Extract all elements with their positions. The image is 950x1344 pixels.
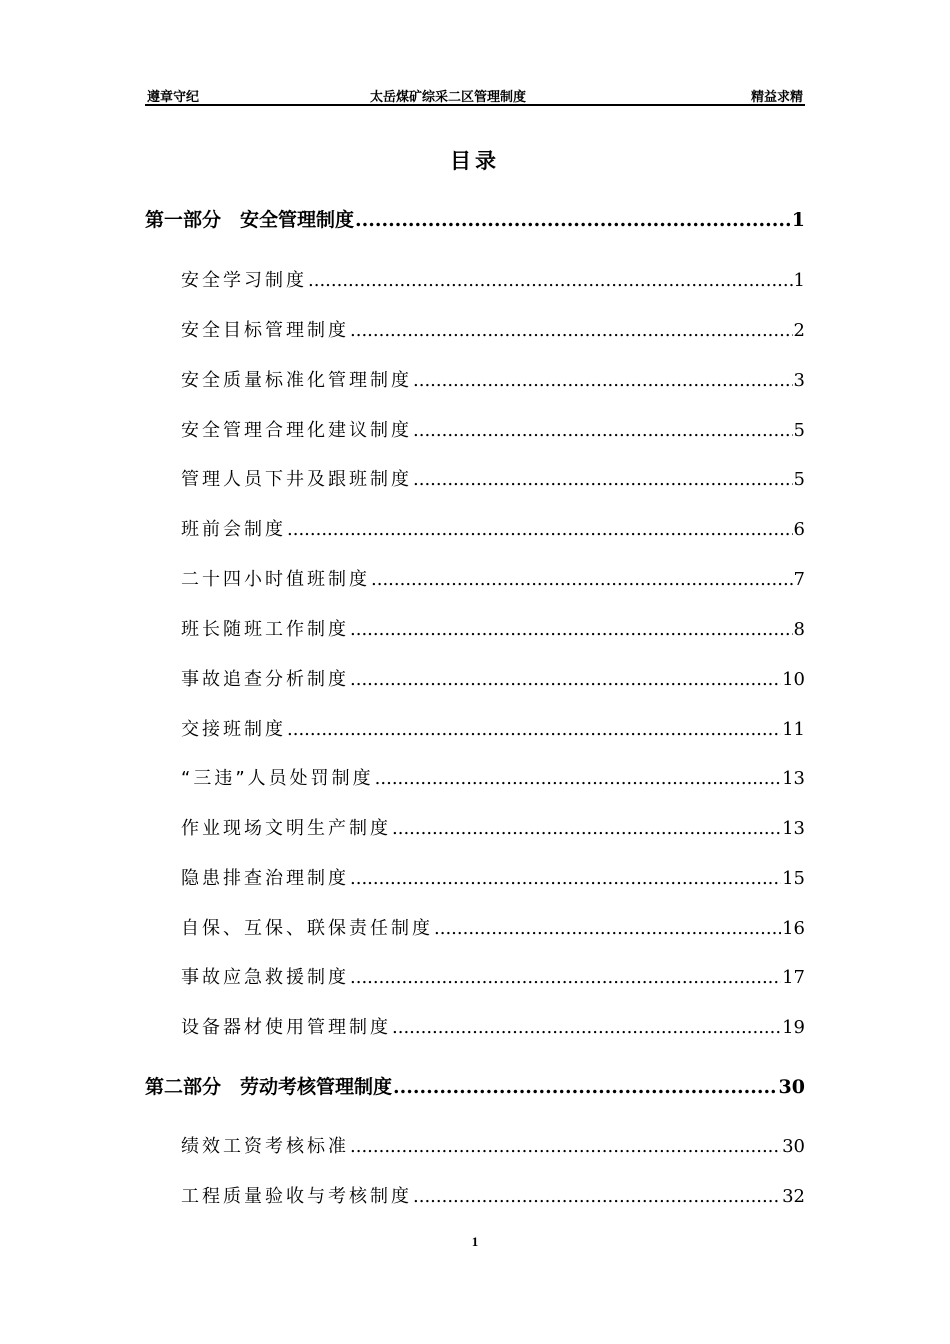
toc-entry[interactable] xyxy=(181,565,805,591)
toc-entry[interactable] xyxy=(181,864,805,890)
toc-page-number: 5 xyxy=(793,420,805,441)
toc-page-number: 16 xyxy=(782,918,805,939)
toc-leader xyxy=(434,918,781,939)
toc-page-number: 1 xyxy=(791,209,805,231)
toc-leader xyxy=(355,209,791,231)
toc-page-number: 30 xyxy=(782,1136,805,1157)
header-title: 太岳煤矿综采二区管理制度 xyxy=(370,90,527,105)
toc-page-number: 5 xyxy=(793,469,805,490)
toc-entry[interactable] xyxy=(181,515,805,541)
toc-entry-label: 工程质量验收与考核制度 xyxy=(181,1186,412,1207)
toc-entry[interactable] xyxy=(181,665,805,691)
header-motto-right: 精益求精 xyxy=(750,90,803,105)
toc-part-label: 第一部分 安全管理制度 xyxy=(145,209,355,231)
toc-entry-label: 二十四小时值班制度 xyxy=(181,569,370,590)
toc-leader xyxy=(350,619,793,640)
toc-leader xyxy=(350,1136,781,1157)
toc-entry[interactable] xyxy=(181,316,805,342)
toc-entry-label: 班长随班工作制度 xyxy=(181,619,349,640)
toc-entry[interactable] xyxy=(181,715,805,741)
toc-leader xyxy=(413,370,793,391)
toc-page-number: 8 xyxy=(793,619,805,640)
toc-page-number: 32 xyxy=(782,1186,805,1207)
toc-part-label: 第二部分 劳动考核管理制度 xyxy=(145,1076,393,1098)
toc-entry[interactable] xyxy=(181,1182,805,1208)
toc-page-number: 11 xyxy=(782,719,805,740)
toc-page-number: 15 xyxy=(782,868,805,889)
toc-entry-label: 隐患排查治理制度 xyxy=(181,868,349,889)
toc-leader xyxy=(287,719,781,740)
toc-page-number: 1 xyxy=(793,270,805,291)
toc-part-2[interactable] xyxy=(145,1072,805,1099)
page-header xyxy=(145,86,805,104)
toc-leader xyxy=(393,1076,778,1098)
toc-page-number: 6 xyxy=(793,519,805,540)
toc-entry-label: 安全质量标准化管理制度 xyxy=(181,370,412,391)
toc-leader xyxy=(350,868,781,889)
toc-entry[interactable] xyxy=(181,963,805,989)
toc-entry[interactable] xyxy=(181,764,805,790)
toc-leader xyxy=(350,320,793,341)
toc-leader xyxy=(413,420,793,441)
page-number: 1 xyxy=(471,1234,479,1249)
toc-leader xyxy=(375,768,781,789)
toc-entry-label: 交接班制度 xyxy=(181,719,286,740)
toc-page-number: 2 xyxy=(793,320,805,341)
toc-entry-label: 事故追查分析制度 xyxy=(181,669,349,690)
toc-entry[interactable] xyxy=(181,465,805,491)
header-rule xyxy=(145,104,805,106)
toc-entry[interactable] xyxy=(181,366,805,392)
toc-entry-label: 安全管理合理化建议制度 xyxy=(181,420,412,441)
toc-entry-label: 管理人员下井及跟班制度 xyxy=(181,469,412,490)
toc-leader xyxy=(350,967,781,988)
toc-page-number: 7 xyxy=(793,569,805,590)
toc-entry-label: 绩效工资考核标准 xyxy=(181,1136,349,1157)
toc-entry[interactable] xyxy=(181,266,805,292)
header-motto-left: 遵章守纪 xyxy=(147,90,200,105)
toc-entry-label: “三违”人员处罚制度 xyxy=(181,768,374,789)
toc-entry-label: 安全目标管理制度 xyxy=(181,320,349,341)
toc-leader xyxy=(287,519,793,540)
toc-entry[interactable] xyxy=(181,416,805,442)
toc-leader xyxy=(413,469,793,490)
toc-entry-label: 安全学习制度 xyxy=(181,270,307,291)
toc-page-number: 13 xyxy=(782,768,805,789)
toc-entry-label: 作业现场文明生产制度 xyxy=(181,818,391,839)
toc-leader xyxy=(392,818,781,839)
toc-page-number: 19 xyxy=(782,1017,805,1038)
toc-title: 目录 xyxy=(450,149,500,173)
toc-leader xyxy=(371,569,793,590)
toc-part-1[interactable] xyxy=(145,205,805,232)
toc-leader xyxy=(308,270,793,291)
toc-page-number: 10 xyxy=(782,669,805,690)
toc-leader xyxy=(413,1186,781,1207)
toc-entry[interactable] xyxy=(181,914,805,940)
toc-entry-label: 班前会制度 xyxy=(181,519,286,540)
toc-entry[interactable] xyxy=(181,1013,805,1039)
toc-page-number: 17 xyxy=(782,967,805,988)
toc-leader xyxy=(392,1017,781,1038)
toc-entry-label: 事故应急救援制度 xyxy=(181,967,349,988)
toc-entry[interactable] xyxy=(181,814,805,840)
toc-entry[interactable] xyxy=(181,1132,805,1158)
toc-leader xyxy=(350,669,781,690)
toc-entry-label: 自保、互保、联保责任制度 xyxy=(181,918,433,939)
toc-page-number: 13 xyxy=(782,818,805,839)
toc-entry-label: 设备器材使用管理制度 xyxy=(181,1017,391,1038)
toc-entry[interactable] xyxy=(181,615,805,641)
toc-page-number: 3 xyxy=(793,370,805,391)
toc-page-number: 30 xyxy=(778,1076,805,1098)
